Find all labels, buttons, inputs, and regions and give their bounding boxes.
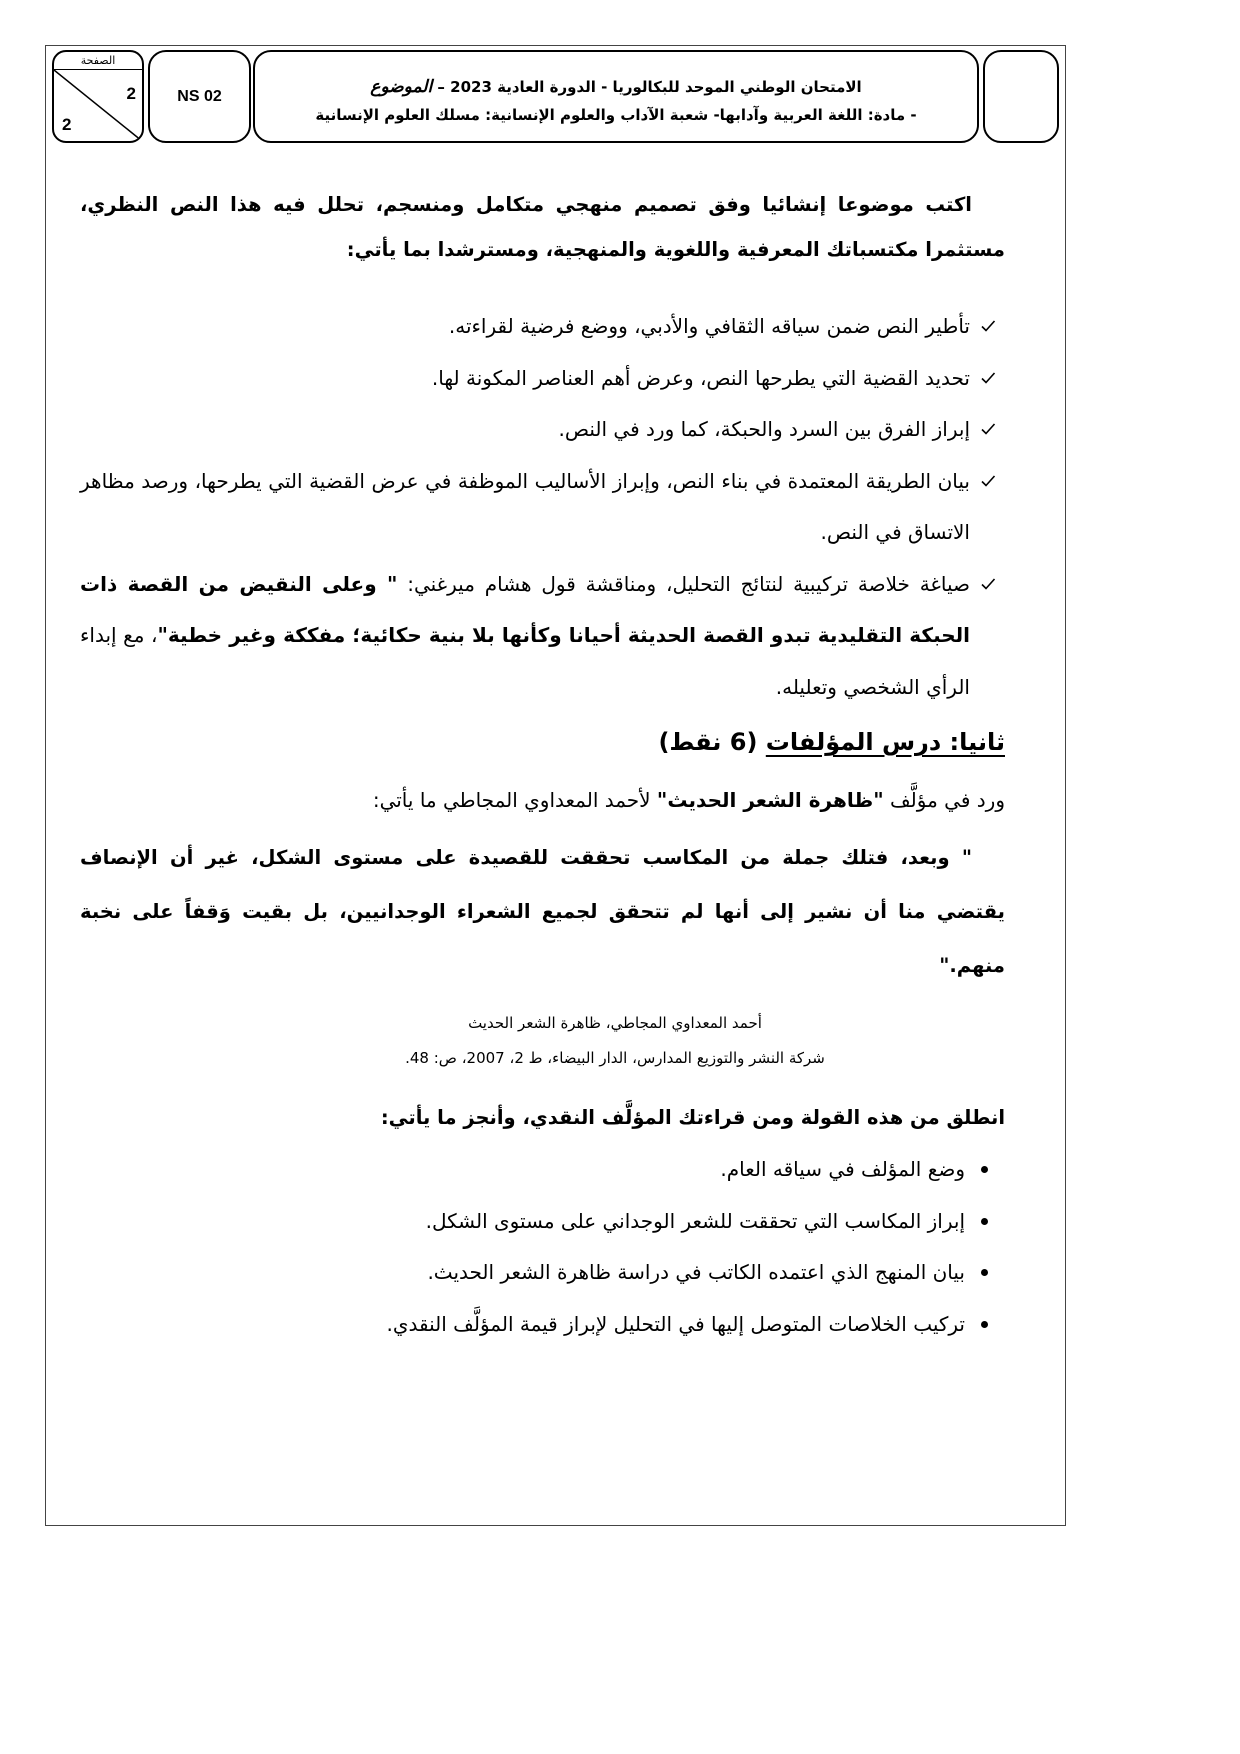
exam-subtitle: - مادة: اللغة العربية وآدابها- شعبة الآداب والعلوم الإنسانية: مسلك العلوم الإنسانية bbox=[315, 106, 917, 124]
section-title: ثانيا: درس المؤلفات bbox=[765, 728, 1005, 756]
section-points: (6 نقط) bbox=[658, 728, 758, 756]
source-publication: شركة النشر والتوزيع المدارس، الدار البيضاء، ط 2، 2007، ص: 48. bbox=[405, 1049, 825, 1067]
task-text: إبراز الفرق بين السرد والحبكة، كما ورد في النص. bbox=[558, 417, 970, 441]
task-text: تركيب الخلاصات المتوصل إليها في التحليل لإبراز قيمة المؤلَّف النقدي. bbox=[386, 1311, 965, 1336]
part-one-task-list bbox=[80, 301, 1005, 713]
task-item bbox=[80, 353, 1005, 405]
exam-logo-box bbox=[983, 50, 1059, 143]
exam-title-tag: الموضوع bbox=[370, 77, 433, 97]
work-intro bbox=[80, 777, 1005, 823]
task-text: بيان الطريقة المعتمدة في بناء النص، وإبراز الأساليب الموظفة في عرض القضية التي يطرحها، ورصد مظاهر الاتساق في النص. bbox=[80, 468, 970, 544]
section-heading bbox=[80, 717, 1005, 767]
task-item bbox=[80, 559, 1005, 714]
task-text: وضع المؤلف في سياقه العام. bbox=[720, 1157, 965, 1181]
task-text: إبراز المكاسب التي تحققت للشعر الوجداني على مستوى الشكل. bbox=[425, 1208, 965, 1233]
task-item bbox=[80, 1299, 1005, 1351]
check-icon bbox=[980, 473, 996, 489]
exam-title-text: الامتحان الوطني الموحد للبكالوريا - الدورة العادية 2023 – bbox=[437, 78, 862, 96]
task-item bbox=[80, 301, 1005, 353]
task-item bbox=[80, 1144, 1005, 1196]
task-text: تحديد القضية التي يطرحها النص، وعرض أهم العناصر المكونة لها. bbox=[431, 365, 970, 390]
exam-code: NS 02 bbox=[177, 87, 222, 105]
exam-content bbox=[80, 182, 1005, 1350]
page-count: 2 bbox=[62, 115, 72, 134]
bullet-icon bbox=[981, 1269, 988, 1276]
excerpt-source bbox=[80, 1006, 1005, 1076]
task-text-end: ، مع إبداء الرأي الشخصي وتعليله. bbox=[80, 623, 970, 699]
exam-title bbox=[255, 73, 977, 101]
task-text: بيان المنهج الذي اعتمده الكاتب في دراسة ظاهرة الشعر الحديث. bbox=[427, 1260, 965, 1284]
check-icon bbox=[980, 576, 996, 592]
check-icon bbox=[980, 318, 996, 334]
check-icon bbox=[980, 421, 996, 437]
check-icon bbox=[980, 370, 996, 386]
work-title: "ظاهرة الشعر الحديث" bbox=[656, 788, 884, 812]
page-number-box bbox=[52, 50, 144, 143]
part-two-instruction: انطلق من هذه القولة ومن قراءتك المؤلَّف النقدي، وأنجز ما يأتي: bbox=[380, 1106, 1005, 1129]
excerpt-quote: " وبعد، فتلك جملة من المكاسب تحققت للقصيدة على مستوى الشكل، غير أن الإنصاف يقتضي منا أن نشير إلى أنها لم تتحقق لجميع الشعراء الوجدانيين، بل بقيت وَقفاً على نخبة منهم." bbox=[80, 846, 1005, 977]
page-label: الصفحة bbox=[54, 52, 142, 70]
task-item bbox=[80, 404, 1005, 456]
exam-title-box bbox=[253, 50, 979, 143]
task-item bbox=[80, 456, 1005, 559]
task-item bbox=[80, 1247, 1005, 1299]
source-author-work: أحمد المعداوي المجاطي، ظاهرة الشعر الحديث bbox=[468, 1014, 762, 1032]
bullet-icon bbox=[981, 1321, 988, 1328]
task-text: صياغة خلاصة تركيبية لنتائج التحليل، ومناقشة قول هشام ميرغني: bbox=[397, 571, 970, 596]
work-intro-text: ورد في مؤلَّف bbox=[883, 788, 1005, 812]
task-text: تأطير النص ضمن سياقه الثقافي والأدبي، ووضع فرضية لقراءته. bbox=[448, 314, 970, 338]
work-intro-end: لأحمد المعداوي المجاطي ما يأتي: bbox=[372, 788, 657, 812]
exam-code-box bbox=[148, 50, 251, 143]
part-one-instruction: اكتب موضوعا إنشائيا وفق تصميم منهجي متكامل ومنسجم، تحلل فيه هذا النص النظري، مستثمرا مكتسباتك المعرفية واللغوية والمنهجية، ومسترشدا بما يأتي: bbox=[80, 193, 1005, 261]
task-item bbox=[80, 1196, 1005, 1248]
task-quote: " وعلى النقيض من القصة ذات الحبكة التقليدية تبدو القصة الحديثة أحيانا وكأنها بلا بنية حكائية؛ مفككة وغير خطية" bbox=[80, 571, 971, 647]
bullet-icon bbox=[981, 1218, 988, 1225]
part-two-task-list bbox=[80, 1144, 1005, 1350]
page-number: 2 bbox=[126, 84, 136, 103]
bullet-icon bbox=[981, 1166, 988, 1173]
